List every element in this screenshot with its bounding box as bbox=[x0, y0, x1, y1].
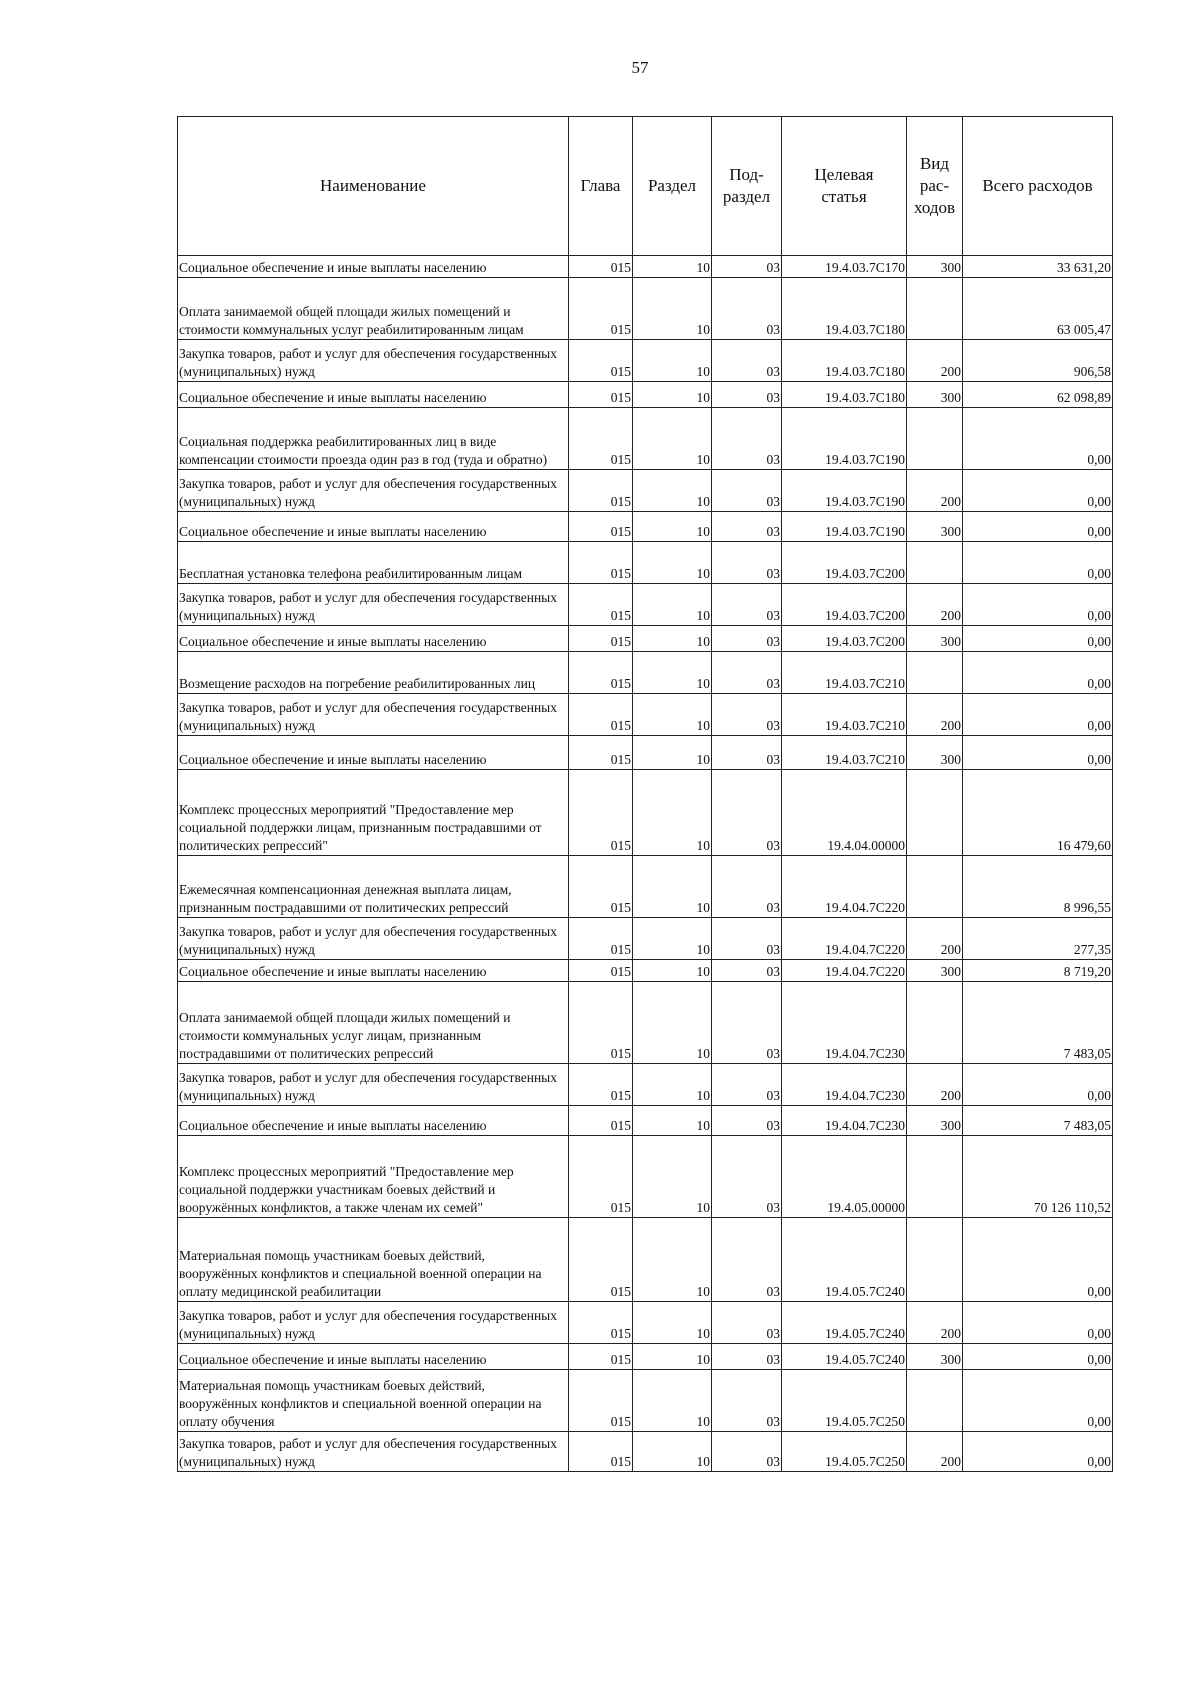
cell-total: 0,00 bbox=[963, 408, 1113, 470]
cell-glava: 015 bbox=[569, 982, 633, 1064]
cell-vid: 300 bbox=[907, 382, 963, 408]
cell-total: 33 631,20 bbox=[963, 256, 1113, 278]
cell-podrazdel: 03 bbox=[712, 584, 782, 626]
cell-glava: 015 bbox=[569, 694, 633, 736]
cell-target: 19.4.05.00000 bbox=[782, 1136, 907, 1218]
cell-razdel: 10 bbox=[633, 1432, 712, 1472]
cell-glava: 015 bbox=[569, 960, 633, 982]
cell-razdel: 10 bbox=[633, 382, 712, 408]
cell-name: Закупка товаров, работ и услуг для обеспечения государственных (муниципальных) нужд bbox=[178, 584, 569, 626]
cell-name: Закупка товаров, работ и услуг для обеспечения государственных (муниципальных) нужд bbox=[178, 918, 569, 960]
cell-razdel: 10 bbox=[633, 470, 712, 512]
cell-glava: 015 bbox=[569, 542, 633, 584]
cell-total: 906,58 bbox=[963, 340, 1113, 382]
cell-total: 70 126 110,52 bbox=[963, 1136, 1113, 1218]
header-name: Наименование bbox=[178, 117, 569, 256]
table-row bbox=[178, 770, 1113, 856]
cell-glava: 015 bbox=[569, 1344, 633, 1370]
cell-razdel: 10 bbox=[633, 512, 712, 542]
cell-name: Оплата занимаемой общей площади жилых помещений и стоимости коммунальных услуг лицам, признанным пострадавшими от политических репрессий bbox=[178, 982, 569, 1064]
table-row bbox=[178, 982, 1113, 1064]
cell-vid: 200 bbox=[907, 694, 963, 736]
cell-total: 7 483,05 bbox=[963, 982, 1113, 1064]
cell-target: 19.4.04.7С220 bbox=[782, 960, 907, 982]
cell-total: 0,00 bbox=[963, 1302, 1113, 1344]
cell-name: Социальное обеспечение и иные выплаты населению bbox=[178, 512, 569, 542]
table-row bbox=[178, 278, 1113, 340]
table-row bbox=[178, 470, 1113, 512]
cell-vid: 300 bbox=[907, 736, 963, 770]
cell-target: 19.4.03.7С210 bbox=[782, 652, 907, 694]
cell-razdel: 10 bbox=[633, 960, 712, 982]
table-row bbox=[178, 408, 1113, 470]
cell-total: 0,00 bbox=[963, 542, 1113, 584]
cell-total: 0,00 bbox=[963, 470, 1113, 512]
cell-razdel: 10 bbox=[633, 584, 712, 626]
cell-razdel: 10 bbox=[633, 1136, 712, 1218]
cell-name: Материальная помощь участникам боевых действий, вооружённых конфликтов и специальной военной операции на оплату обучения bbox=[178, 1370, 569, 1432]
cell-podrazdel: 03 bbox=[712, 340, 782, 382]
cell-total: 16 479,60 bbox=[963, 770, 1113, 856]
cell-target: 19.4.05.7С250 bbox=[782, 1432, 907, 1472]
cell-vid: 200 bbox=[907, 584, 963, 626]
cell-total: 0,00 bbox=[963, 736, 1113, 770]
cell-target: 19.4.04.7С230 bbox=[782, 1064, 907, 1106]
cell-vid: 200 bbox=[907, 470, 963, 512]
cell-target: 19.4.03.7С200 bbox=[782, 542, 907, 584]
cell-total: 0,00 bbox=[963, 1432, 1113, 1472]
cell-vid: 200 bbox=[907, 1302, 963, 1344]
cell-name: Бесплатная установка телефона реабилитированным лицам bbox=[178, 542, 569, 584]
cell-name: Социальное обеспечение и иные выплаты населению bbox=[178, 1344, 569, 1370]
cell-target: 19.4.03.7С180 bbox=[782, 340, 907, 382]
cell-vid: 200 bbox=[907, 1432, 963, 1472]
cell-target: 19.4.03.7С210 bbox=[782, 694, 907, 736]
cell-target: 19.4.05.7С250 bbox=[782, 1370, 907, 1432]
cell-name: Социальное обеспечение и иные выплаты населению bbox=[178, 626, 569, 652]
table-row bbox=[178, 918, 1113, 960]
cell-glava: 015 bbox=[569, 770, 633, 856]
table-row bbox=[178, 512, 1113, 542]
cell-razdel: 10 bbox=[633, 626, 712, 652]
header-vid: Вид рас- ходов bbox=[907, 117, 963, 256]
cell-total: 0,00 bbox=[963, 1064, 1113, 1106]
cell-podrazdel: 03 bbox=[712, 470, 782, 512]
cell-vid: 300 bbox=[907, 1344, 963, 1370]
cell-glava: 015 bbox=[569, 470, 633, 512]
cell-target: 19.4.04.7С230 bbox=[782, 1106, 907, 1136]
table-row bbox=[178, 382, 1113, 408]
page-number: 57 bbox=[631, 58, 649, 77]
cell-razdel: 10 bbox=[633, 256, 712, 278]
cell-vid bbox=[907, 1218, 963, 1302]
cell-glava: 015 bbox=[569, 1432, 633, 1472]
cell-podrazdel: 03 bbox=[712, 652, 782, 694]
cell-glava: 015 bbox=[569, 626, 633, 652]
cell-target: 19.4.03.7С190 bbox=[782, 470, 907, 512]
cell-vid: 300 bbox=[907, 626, 963, 652]
cell-razdel: 10 bbox=[633, 652, 712, 694]
cell-name: Комплекс процессных мероприятий "Предоставление мер социальной поддержки участникам боевых действий и вооружённых конфликтов, а также членам их семей" bbox=[178, 1136, 569, 1218]
cell-vid: 200 bbox=[907, 918, 963, 960]
cell-podrazdel: 03 bbox=[712, 1302, 782, 1344]
cell-glava: 015 bbox=[569, 278, 633, 340]
cell-razdel: 10 bbox=[633, 1106, 712, 1136]
cell-total: 8 719,20 bbox=[963, 960, 1113, 982]
cell-glava: 015 bbox=[569, 340, 633, 382]
cell-glava: 015 bbox=[569, 1136, 633, 1218]
cell-glava: 015 bbox=[569, 512, 633, 542]
cell-podrazdel: 03 bbox=[712, 1064, 782, 1106]
table-row bbox=[178, 1064, 1113, 1106]
cell-total: 0,00 bbox=[963, 1370, 1113, 1432]
table-row bbox=[178, 960, 1113, 982]
cell-total: 0,00 bbox=[963, 512, 1113, 542]
cell-razdel: 10 bbox=[633, 278, 712, 340]
cell-target: 19.4.03.7С170 bbox=[782, 256, 907, 278]
table-row bbox=[178, 1432, 1113, 1472]
cell-glava: 015 bbox=[569, 1370, 633, 1432]
table-row bbox=[178, 584, 1113, 626]
cell-glava: 015 bbox=[569, 652, 633, 694]
cell-razdel: 10 bbox=[633, 856, 712, 918]
cell-podrazdel: 03 bbox=[712, 1370, 782, 1432]
cell-podrazdel: 03 bbox=[712, 1344, 782, 1370]
table-row bbox=[178, 1106, 1113, 1136]
cell-vid bbox=[907, 408, 963, 470]
table-row bbox=[178, 1136, 1113, 1218]
cell-target: 19.4.04.00000 bbox=[782, 770, 907, 856]
table-header bbox=[178, 117, 1113, 256]
cell-podrazdel: 03 bbox=[712, 512, 782, 542]
cell-vid bbox=[907, 982, 963, 1064]
cell-podrazdel: 03 bbox=[712, 256, 782, 278]
cell-podrazdel: 03 bbox=[712, 736, 782, 770]
cell-vid bbox=[907, 1370, 963, 1432]
table-row bbox=[178, 856, 1113, 918]
cell-razdel: 10 bbox=[633, 736, 712, 770]
cell-razdel: 10 bbox=[633, 694, 712, 736]
cell-total: 0,00 bbox=[963, 1344, 1113, 1370]
header-target: Целевая статья bbox=[782, 117, 907, 256]
cell-podrazdel: 03 bbox=[712, 278, 782, 340]
cell-total: 277,35 bbox=[963, 918, 1113, 960]
cell-target: 19.4.05.7С240 bbox=[782, 1218, 907, 1302]
cell-podrazdel: 03 bbox=[712, 694, 782, 736]
cell-podrazdel: 03 bbox=[712, 918, 782, 960]
cell-podrazdel: 03 bbox=[712, 770, 782, 856]
cell-name: Закупка товаров, работ и услуг для обеспечения государственных (муниципальных) нужд bbox=[178, 1302, 569, 1344]
cell-target: 19.4.05.7С240 bbox=[782, 1344, 907, 1370]
header-glava: Глава bbox=[569, 117, 633, 256]
cell-name: Социальное обеспечение и иные выплаты населению bbox=[178, 960, 569, 982]
cell-target: 19.4.04.7С230 bbox=[782, 982, 907, 1064]
cell-vid: 200 bbox=[907, 340, 963, 382]
header-podrazdel: Под- раздел bbox=[712, 117, 782, 256]
cell-target: 19.4.05.7С240 bbox=[782, 1302, 907, 1344]
cell-vid bbox=[907, 1136, 963, 1218]
table-row bbox=[178, 652, 1113, 694]
table-row bbox=[178, 256, 1113, 278]
cell-total: 7 483,05 bbox=[963, 1106, 1113, 1136]
cell-vid: 300 bbox=[907, 960, 963, 982]
cell-name: Социальное обеспечение и иные выплаты населению bbox=[178, 736, 569, 770]
cell-glava: 015 bbox=[569, 1218, 633, 1302]
cell-target: 19.4.03.7С180 bbox=[782, 278, 907, 340]
cell-total: 0,00 bbox=[963, 1218, 1113, 1302]
cell-name: Возмещение расходов на погребение реабилитированных лиц bbox=[178, 652, 569, 694]
cell-name: Социальная поддержка реабилитированных лиц в виде компенсации стоимости проезда один раз в год (туда и обратно) bbox=[178, 408, 569, 470]
table-row bbox=[178, 626, 1113, 652]
cell-podrazdel: 03 bbox=[712, 382, 782, 408]
cell-podrazdel: 03 bbox=[712, 408, 782, 470]
cell-vid bbox=[907, 856, 963, 918]
cell-podrazdel: 03 bbox=[712, 1432, 782, 1472]
cell-name: Закупка товаров, работ и услуг для обеспечения государственных (муниципальных) нужд bbox=[178, 340, 569, 382]
cell-target: 19.4.03.7С190 bbox=[782, 512, 907, 542]
cell-glava: 015 bbox=[569, 918, 633, 960]
cell-glava: 015 bbox=[569, 736, 633, 770]
cell-glava: 015 bbox=[569, 1302, 633, 1344]
cell-glava: 015 bbox=[569, 408, 633, 470]
cell-name: Закупка товаров, работ и услуг для обеспечения государственных (муниципальных) нужд bbox=[178, 694, 569, 736]
budget-table bbox=[177, 116, 1113, 1472]
cell-vid: 300 bbox=[907, 1106, 963, 1136]
header-razdel: Раздел bbox=[633, 117, 712, 256]
cell-razdel: 10 bbox=[633, 1344, 712, 1370]
cell-vid bbox=[907, 770, 963, 856]
cell-target: 19.4.04.7С220 bbox=[782, 856, 907, 918]
cell-podrazdel: 03 bbox=[712, 960, 782, 982]
cell-name: Оплата занимаемой общей площади жилых помещений и стоимости коммунальных услуг реабилитированным лицам bbox=[178, 278, 569, 340]
table-body bbox=[178, 256, 1113, 1472]
cell-target: 19.4.03.7С180 bbox=[782, 382, 907, 408]
cell-total: 62 098,89 bbox=[963, 382, 1113, 408]
cell-total: 8 996,55 bbox=[963, 856, 1113, 918]
cell-name: Закупка товаров, работ и услуг для обеспечения государственных (муниципальных) нужд bbox=[178, 470, 569, 512]
cell-glava: 015 bbox=[569, 1106, 633, 1136]
table-row bbox=[178, 1370, 1113, 1432]
cell-vid: 200 bbox=[907, 1064, 963, 1106]
cell-razdel: 10 bbox=[633, 1370, 712, 1432]
cell-razdel: 10 bbox=[633, 542, 712, 584]
cell-name: Комплекс процессных мероприятий "Предоставление мер социальной поддержки лицам, признанным пострадавшими от политических репрессий" bbox=[178, 770, 569, 856]
cell-total: 0,00 bbox=[963, 694, 1113, 736]
cell-name: Закупка товаров, работ и услуг для обеспечения государственных (муниципальных) нужд bbox=[178, 1064, 569, 1106]
header-total: Всего расходов bbox=[963, 117, 1113, 256]
cell-vid: 300 bbox=[907, 256, 963, 278]
cell-podrazdel: 03 bbox=[712, 1106, 782, 1136]
cell-vid: 300 bbox=[907, 512, 963, 542]
table-row bbox=[178, 340, 1113, 382]
cell-glava: 015 bbox=[569, 256, 633, 278]
cell-name: Социальное обеспечение и иные выплаты населению bbox=[178, 256, 569, 278]
cell-total: 0,00 bbox=[963, 652, 1113, 694]
table-row bbox=[178, 1302, 1113, 1344]
cell-razdel: 10 bbox=[633, 918, 712, 960]
cell-target: 19.4.03.7С200 bbox=[782, 626, 907, 652]
cell-razdel: 10 bbox=[633, 1218, 712, 1302]
cell-podrazdel: 03 bbox=[712, 1218, 782, 1302]
cell-name: Социальное обеспечение и иные выплаты населению bbox=[178, 382, 569, 408]
cell-total: 0,00 bbox=[963, 584, 1113, 626]
cell-glava: 015 bbox=[569, 382, 633, 408]
cell-podrazdel: 03 bbox=[712, 542, 782, 584]
table-row bbox=[178, 694, 1113, 736]
cell-podrazdel: 03 bbox=[712, 856, 782, 918]
cell-podrazdel: 03 bbox=[712, 1136, 782, 1218]
table-row bbox=[178, 542, 1113, 584]
cell-podrazdel: 03 bbox=[712, 982, 782, 1064]
cell-target: 19.4.03.7С190 bbox=[782, 408, 907, 470]
cell-name: Материальная помощь участникам боевых действий, вооружённых конфликтов и специальной военной операции на оплату медицинской реабилитации bbox=[178, 1218, 569, 1302]
cell-total: 63 005,47 bbox=[963, 278, 1113, 340]
cell-razdel: 10 bbox=[633, 770, 712, 856]
cell-razdel: 10 bbox=[633, 408, 712, 470]
table-row bbox=[178, 1344, 1113, 1370]
cell-glava: 015 bbox=[569, 1064, 633, 1106]
cell-razdel: 10 bbox=[633, 1302, 712, 1344]
cell-name: Закупка товаров, работ и услуг для обеспечения государственных (муниципальных) нужд bbox=[178, 1432, 569, 1472]
cell-razdel: 10 bbox=[633, 340, 712, 382]
table-row bbox=[178, 1218, 1113, 1302]
cell-vid bbox=[907, 652, 963, 694]
cell-glava: 015 bbox=[569, 584, 633, 626]
cell-razdel: 10 bbox=[633, 982, 712, 1064]
cell-vid bbox=[907, 278, 963, 340]
table-row bbox=[178, 736, 1113, 770]
cell-target: 19.4.03.7С210 bbox=[782, 736, 907, 770]
cell-target: 19.4.04.7С220 bbox=[782, 918, 907, 960]
cell-name: Ежемесячная компенсационная денежная выплата лицам, признанным пострадавшими от политических репрессий bbox=[178, 856, 569, 918]
cell-name: Социальное обеспечение и иные выплаты населению bbox=[178, 1106, 569, 1136]
cell-podrazdel: 03 bbox=[712, 626, 782, 652]
cell-razdel: 10 bbox=[633, 1064, 712, 1106]
cell-vid bbox=[907, 542, 963, 584]
cell-total: 0,00 bbox=[963, 626, 1113, 652]
cell-glava: 015 bbox=[569, 856, 633, 918]
cell-target: 19.4.03.7С200 bbox=[782, 584, 907, 626]
